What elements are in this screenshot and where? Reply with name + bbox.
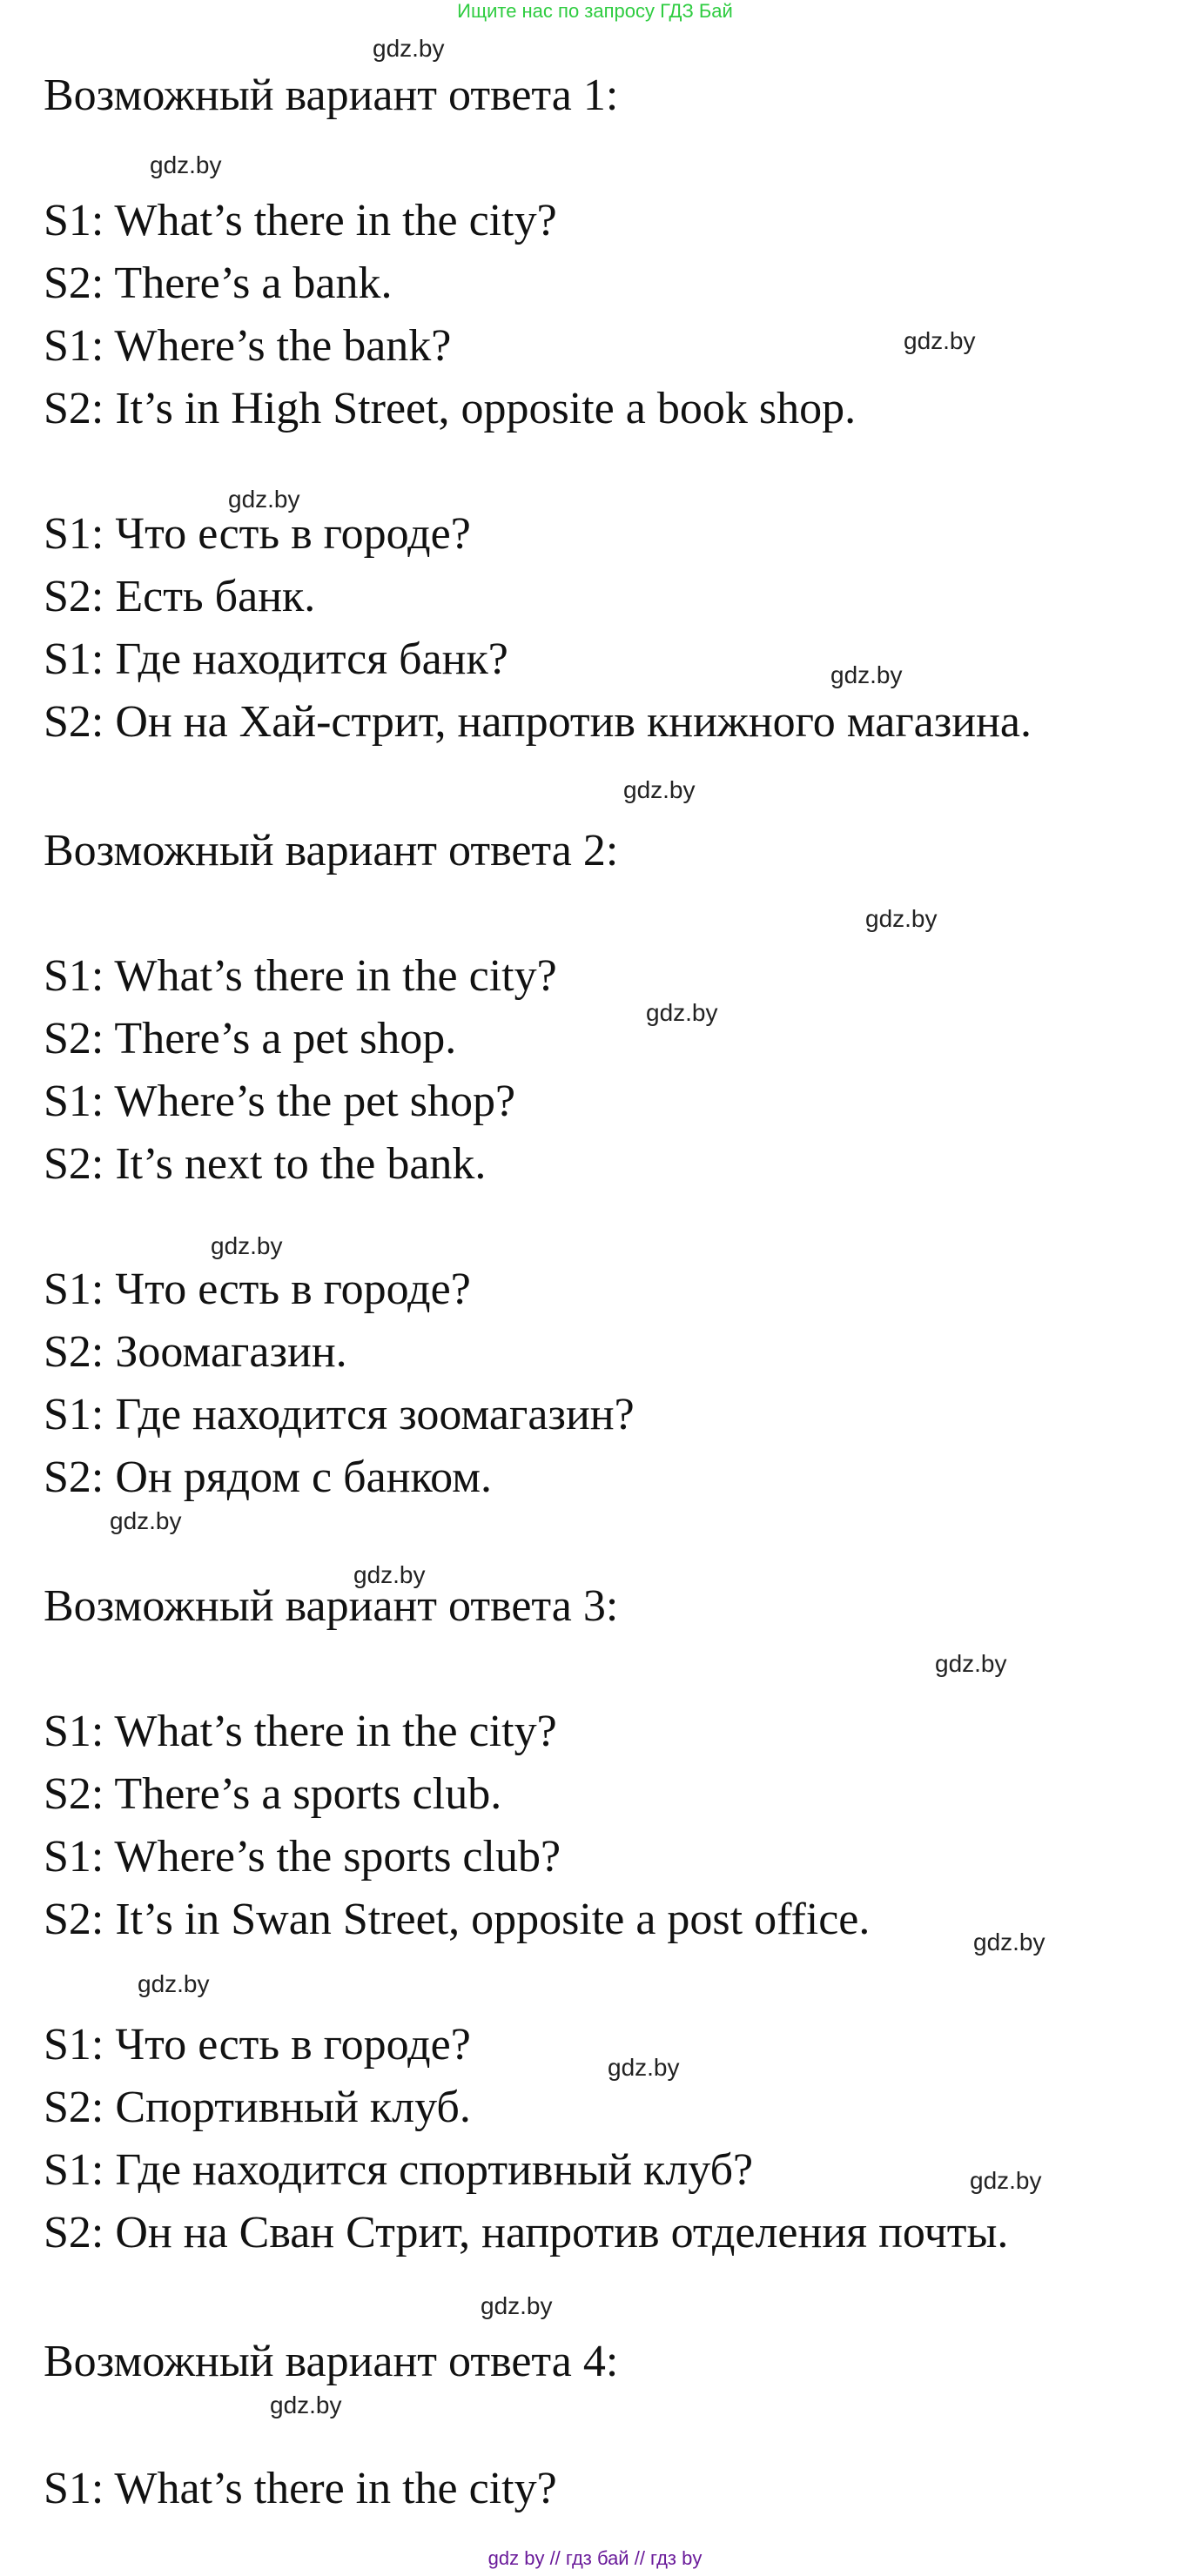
watermark: gdz.by	[228, 486, 300, 513]
watermark: gdz.by	[623, 776, 696, 803]
watermark: gdz.by	[830, 661, 903, 688]
watermark: gdz.by	[353, 1561, 426, 1588]
bottom-banner[interactable]: gdz by // гдз бай // гдз by	[487, 2547, 703, 2569]
watermark: gdz.by	[970, 2167, 1042, 2194]
watermark: gdz.by	[211, 1232, 283, 1259]
variant-3-en-line-1: S1: What’s there in the city?	[44, 1707, 557, 1756]
variant-3-ru-line-2: S2: Спортивный клуб.	[44, 2083, 471, 2132]
variant-4-title: Возможный вариант ответа 4:	[44, 2337, 619, 2386]
variant-2-ru-line-1: S1: Что есть в городе?	[44, 1265, 471, 1314]
variant-1-ru-line-3: S1: Где находится банк?	[44, 634, 508, 684]
watermark: gdz.by	[973, 1929, 1045, 1955]
watermark: gdz.by	[481, 2292, 553, 2319]
variant-3-ru-line-1: S1: Что есть в городе?	[44, 2020, 471, 2070]
watermark: gdz.by	[904, 327, 976, 354]
watermark: gdz.by	[865, 905, 938, 932]
variant-1-en-line-4: S2: It’s in High Street, opposite a book shop.	[44, 384, 857, 433]
watermark: gdz.by	[935, 1650, 1007, 1677]
variant-2-ru-line-4: S2: Он рядом с банком.	[44, 1452, 493, 1502]
variant-3-en-line-3: S1: Where’s the sports club?	[44, 1832, 561, 1882]
variant-1-ru-line-2: S2: Есть банк.	[44, 572, 316, 621]
watermark: gdz.by	[646, 999, 718, 1026]
variant-2-ru-line-2: S2: Зоомагазин.	[44, 1327, 347, 1377]
variant-1-en-line-3: S1: Where’s the bank?	[44, 321, 452, 371]
variant-2-ru-line-3: S1: Где находится зоомагазин?	[44, 1390, 635, 1439]
watermark: gdz.by	[270, 2392, 342, 2418]
variant-3-en-line-2: S2: There’s a sports club.	[44, 1769, 502, 1819]
watermark: gdz.by	[608, 2054, 680, 2081]
variant-3-title: Возможный вариант ответа 3:	[44, 1581, 619, 1631]
variant-3-ru-line-4: S2: Он на Сван Стрит, напротив отделения почты.	[44, 2208, 1009, 2257]
variant-4-en-line-1: S1: What’s there in the city?	[44, 2464, 557, 2513]
variant-1-ru-line-1: S1: Что есть в городе?	[44, 509, 471, 559]
watermark: gdz.by	[150, 151, 222, 178]
variant-1-en-line-2: S2: There’s a bank.	[44, 258, 393, 308]
watermark: gdz.by	[373, 35, 445, 62]
variant-1-ru-line-4: S2: Он на Хай-стрит, напротив книжного магазина.	[44, 697, 1032, 747]
variant-2-title: Возможный вариант ответа 2:	[44, 826, 619, 875]
variant-2-en-line-1: S1: What’s there in the city?	[44, 951, 557, 1001]
top-banner[interactable]: Ищите нас по запросу ГДЗ Бай	[457, 0, 733, 22]
variant-1-title: Возможный вариант ответа 1:	[44, 70, 619, 120]
variant-2-en-line-2: S2: There’s a pet shop.	[44, 1014, 457, 1063]
watermark: gdz.by	[110, 1507, 182, 1534]
variant-2-en-line-4: S2: It’s next to the bank.	[44, 1139, 487, 1189]
watermark: gdz.by	[138, 1970, 210, 1997]
variant-3-ru-line-3: S1: Где находится спортивный клуб?	[44, 2145, 754, 2195]
variant-2-en-line-3: S1: Where’s the pet shop?	[44, 1077, 516, 1126]
variant-1-en-line-1: S1: What’s there in the city?	[44, 196, 557, 245]
variant-3-en-line-4: S2: It’s in Swan Street, opposite a post office.	[44, 1895, 871, 1944]
